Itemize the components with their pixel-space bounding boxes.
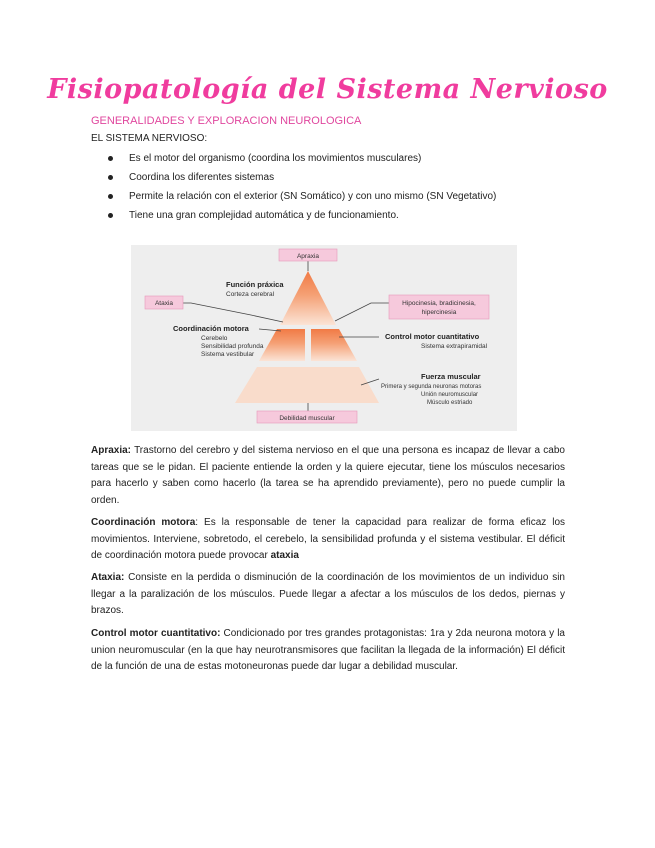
- control-term: Control motor cuantitativo:: [91, 628, 221, 639]
- motor-pyramid-figure: [131, 245, 517, 431]
- ataxia-paragraph: [91, 570, 565, 620]
- fuerza-title: Fuerza muscular: [421, 372, 481, 381]
- ataxia-text: Consiste en la perdida o disminución de la coordinación de los movimientos de un individuo sin llegar a la paralización de los músculos. Puede llegar a afectar a los músculos de los dedos, piernas y brazos.: [91, 572, 565, 616]
- bullet-icon: [108, 175, 113, 180]
- list-item-text: Tiene una gran complejidad automática y de funcionamiento.: [129, 210, 399, 221]
- fuerza-item: Músculo estriado: [427, 400, 473, 406]
- coordinacion-paragraph: [91, 515, 565, 565]
- list-item: [105, 149, 496, 168]
- pyramid-middle-left-tier: [259, 329, 305, 361]
- list-item: [105, 168, 496, 187]
- funcion-praxica-sub: Corteza cerebral: [226, 291, 275, 298]
- coordinacion-item: Sistema vestibular: [201, 351, 255, 358]
- list-item-text: Permite la relación con el exterior (SN Somático) y con uno mismo (SN Vegetativo): [129, 191, 497, 202]
- coordinacion-item: Sensibilidad profunda: [201, 343, 264, 350]
- section-label: EL SISTEMA NERVIOSO:: [91, 133, 208, 144]
- ataxia-term: Ataxia:: [91, 572, 125, 583]
- bullet-list: [105, 149, 496, 225]
- control-text: Condicionado por tres grandes protagonistas: 1ra y 2da neurona motora y la union neuromuscular (en la que hay neurotransmisores que facilitan la llegada de la información) El déficit de la función de una de estas motoneuronas puede dar lugar a debilidad muscular.: [91, 628, 565, 672]
- pyramid-middle-right-tier: [311, 329, 357, 361]
- control-motor-title: Control motor cuantitativo: [385, 332, 480, 341]
- pyramid-diagram: [131, 245, 517, 431]
- apraxia-term: Apraxia:: [91, 445, 132, 456]
- fuerza-item: Primera y segunda neuronas motoras: [381, 384, 482, 390]
- hipocinesia-box-line1: Hipocinesia, bradicinesia,: [402, 300, 476, 307]
- bullet-icon: [108, 156, 113, 161]
- coordinacion-text: : Es la responsable de tener la capacidad para realizar de forma eficaz los movimientos. Interviene, sobretodo, el cerebelo, la sensibilidad profunda y el sistema vestibular. El déficit de coordinación motora puede provocar: [91, 517, 566, 561]
- pyramid-bottom-tier: [235, 367, 379, 403]
- control-paragraph: [91, 626, 565, 676]
- list-item-text: Es el motor del organismo (coordina los movimientos musculares): [129, 153, 422, 164]
- list-item-text: Coordina los diferentes sistemas: [129, 172, 275, 183]
- coordinacion-item: Cerebelo: [201, 335, 228, 342]
- debilidad-box-label: Debilidad muscular: [279, 415, 335, 422]
- page-subtitle: GENERALIDADES Y EXPLORACION NEUROLOGICA: [91, 115, 362, 127]
- coordinacion-title: Coordinación motora: [173, 324, 249, 333]
- list-item: [105, 187, 496, 206]
- bullet-icon: [108, 213, 113, 218]
- apraxia-paragraph: [91, 443, 565, 509]
- page-title: Fisiopatología del Sistema Nervioso: [47, 74, 608, 105]
- hipocinesia-box-line2: hipercinesia: [421, 309, 457, 316]
- control-motor-sub: Sistema extrapiramidal: [421, 343, 488, 350]
- list-item: [105, 206, 496, 225]
- bullet-icon: [108, 194, 113, 199]
- ataxia-box-label: Ataxia: [154, 300, 174, 307]
- funcion-praxica-title: Función práxica: [226, 280, 284, 289]
- apraxia-box-label: Apraxia: [296, 253, 320, 260]
- coordinacion-ataxia-term: ataxia: [270, 550, 299, 561]
- apraxia-text: Trastorno del cerebro y del sistema nervioso en el que una persona es incapaz de llevar a cabo tareas que se le pidan. El paciente entiende la orden y la quiere ejecutar, tiene los músculos necesarios para hacerlo y saben como hacerlo (la tarea se ha aprendido previamente), pero no puede cumplir la orden.: [91, 445, 565, 506]
- pyramid-top-tier: [280, 271, 336, 325]
- coordinacion-term: Coordinación motora: [91, 517, 196, 528]
- fuerza-item: Unión neuromuscular: [421, 392, 479, 398]
